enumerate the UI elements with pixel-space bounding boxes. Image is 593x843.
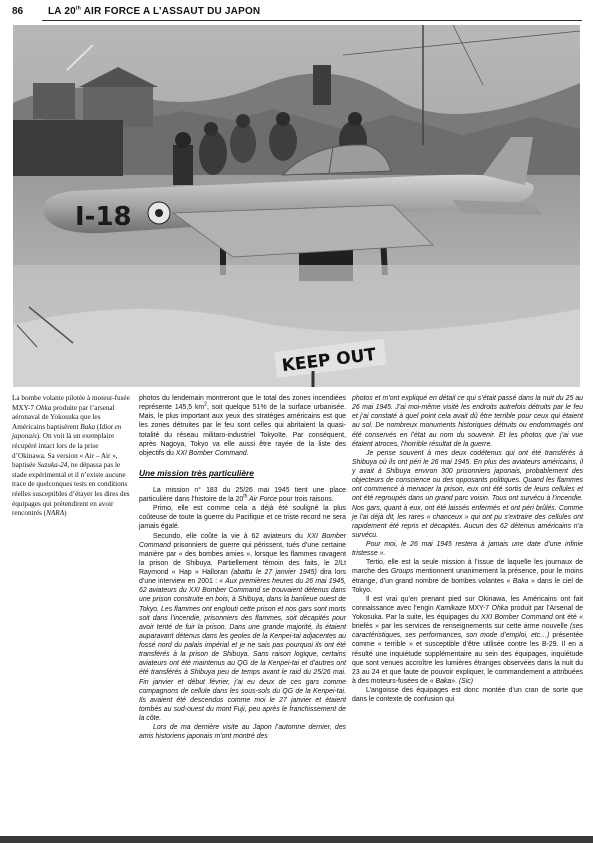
paragraph: Je pense souvent à mes deux codétenus qui ont été transférés à Shibuya où ils ont péri le 26 mai 1945. En plus des aviateurs américains, il y avait à Shibuya environ 300 prisonniers japonais, probablement des objecteurs de conscience ou des opposants politiques. Quand les flammes ont commencé à menacer la prison, eux ont été sortis de leurs cellules et ont été regroupés dans un grand parc voisin. Tous ont survécu à l’incendie. Nos gars, quant à eux, ont été laissés enfermés et ont péri brûlés. Comme je l’ai déjà dit, les rares « chanceux » qui ont pu s’extraire des cellules ont rapidement été repris et décapités. Aucun des 62 détenus américains n’a survécu. <box>352 449 583 539</box>
text-column-3 <box>352 394 583 704</box>
paragraph: L’angoisse des équipages est donc montée d’un cran de sorte que dans le contexte de confusion qui <box>352 687 583 704</box>
photo-caption: La bombe volante pilotée à moteur-fusée MXY-7 Ohka produite par l’arsenal aéronaval de Yokosuka que les Américains baptisèrent Baka (Idiot en japonais). On voit là un exemplaire récupéré intact lors de la prise d’Okinawa. Sa version « Air – Air », baptisée Suzuka-24, ne dépassa pas le stade expérimental et il n’existe aucune trace de quelconques tests en conditions réelles susceptibles d’étayer les dires des équipages qui prétendirent en avoir rencontrés (NARA) <box>12 394 130 518</box>
page-header <box>0 0 593 24</box>
paragraph: Lors de ma dernière visite au Japon l’automne dernier, des amis historiens japonais m’ont montré des <box>139 724 346 741</box>
paragraph: Secundo, elle coûte la vie à 62 aviateurs du XXI Bomber Command prisonniers de guerre qui périssent, tués d’une certaine manière par « des bombes amies », lorsque les flammes ravagent la prison de Shibuya. Partiellement témoin des faits, le 2/Lt Raymond « Hap » Halloran (abattu le 27 janvier 1945) dira lors d’une interview en 2001 : « Aux premières heures du 26 mai 1945, 62 aviateurs du XXI Bomber Command se trouvaient détenus dans une prison construite en bois, à Shibuya, dans la banlieue ouest de Tokyo. Les flammes ont englouti cette prison et nos gars sont morts soit dans l’incendie, prisonniers des flammes, soit décapités pour avoir tenté de fuir la prison. Dans une grande majorité, ils étaient auparavant détenus dans les geoles de la Kenpei-tai adjacentes au fossé nord du palais impérial et je ne sais pas pourquoi ils ont été transférés à la prison de Shibuya. Sans raison logique, certains aviateurs ont été maintenus au QG de la Kenpei-tai et d’autres ont été transférés à Shibuya peu de temps avant le raid du 25/26 mai. Fin janvier et début février, j’ai eu deux de ces gars comme compagnons de cellule dans les sous-sols du QG de la Kenpei-tai. Ils avaient été descendus comme moi le 27 janvier et étaient tombés au sud-ouest du mont Fuji, peu après le franchissement de la côte. <box>139 532 346 722</box>
paragraph: La mission n° 183 du 25/26 mai 1945 tient une place particulière dans l’histoire de la 20th Air Force pour trois raisons. <box>139 486 346 503</box>
paragraph: Il est vrai qu’en prenant pied sur Okinawa, les Américains ont fait connaissance avec l’engin Kamikaze MXY-7 Ohka produit par l’Arsenal de Yokosuka. Par la suite, les équipages du XXI Bomber Command ont été « briefés » par les services de renseignements sur cette arme nouvelle (ses caractéristiques, ses performances, son mode d’emploi, etc…) présentée comme « terrible » et susceptible d’être utilisée contre les B-29. Il en a résulté une inquiétude supplémentaire au sein des équipages, inquiétude que sont venues accroître les lumières étranges observées dans la nuit du 23 au 24 et que faute de pouvoir expliquer, le commandement a attribuées à des moteurs-fusées de « Baka». (Sic) <box>352 595 584 685</box>
paragraph: Pour moi, le 26 mai 1945 restera à jamais une date d’une infinie tristesse ». <box>352 541 583 558</box>
text-column-2 <box>139 394 346 741</box>
running-title: LA 20th AIR FORCE A L’ASSAUT DU JAPON <box>48 5 261 17</box>
paragraph: photos du lendemain montreront que le total des zones incendiées représente 145,5 $km^2$, soit quelque 51% de la surface urbanisée. Mais, le plus important aux yeux des stratèges américains est que les zones détruites par le feu sont celles qui abritaient la quasi-totalité du réseau militaro-industriel Tokyoïte. Par conséquent, après Nagoya, Tokyo va elle aussi être rayée de la liste des objectifs du XXI Bomber Command. <box>139 395 346 457</box>
ohka-photograph <box>13 25 580 387</box>
footer-bar <box>0 836 593 843</box>
section-heading: Une mission très particulière <box>139 467 254 478</box>
keep-out-sign: KEEP OUT <box>280 344 378 377</box>
fuselage-marking: I-18 <box>75 202 132 232</box>
paragraph: Primo, elle est comme cela a déjà été souligné la plus coûteuse de toute la guerre du Pacifique et ce triste record ne sera jamais égalé. <box>139 505 346 531</box>
header-rule <box>42 20 582 21</box>
page-number: 86 <box>12 6 24 17</box>
paragraph: photos et m’ont expliqué en détail ce qui s’était passé dans la nuit du 25 au 26 mai 1945. J’ai moi-même visité les endroits autrefois détruits par le feu et j’ai constaté à quel point cela avait dû être terrible pour ceux qui étaient au sol. De nombreux monuments historiques détruits ou endommagés ont été conservés en l’état au nom du souvenir. Et les photos que j’ai vue étaient atroces, l’horrible résultat de la guerre. <box>352 395 583 448</box>
paragraph: Tertio, elle est la seule mission à l’issue de laquelle les journaux de marche des Groups mentionnent unanimement la présence, pour le moins étrange, d’un grand nombre de bombes volantes « Baka » dans le ciel de Tokyo. <box>352 559 583 594</box>
